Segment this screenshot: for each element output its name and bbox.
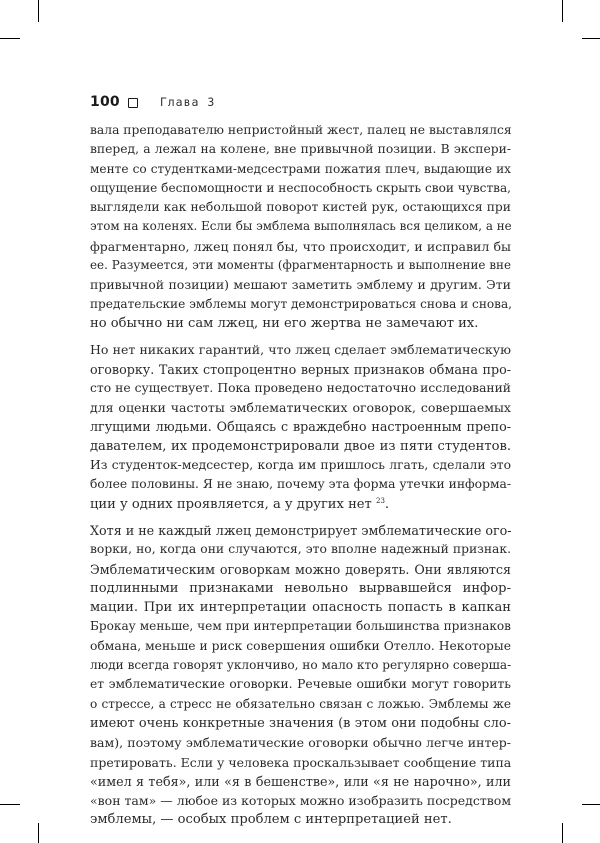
- text-line: Брокау меньше, чем при интерпретации большинства признаков: [90, 619, 511, 634]
- body-text: [90, 121, 511, 837]
- text-line: фрагментарно, лжец понял бы, что происходит, и исправил бы: [90, 238, 511, 254]
- text-line: вам), поэтому эмблематические оговорки обычно легче интер-: [90, 735, 511, 751]
- paragraph-3: [90, 521, 511, 830]
- text-line: лгущими людьми. Общаясь с враждебно настроенным препо-: [90, 419, 511, 435]
- page-number: 100: [90, 94, 120, 110]
- text-line: люди всегда говорят уклончиво, но мало кто регулярно соверша-: [90, 658, 512, 673]
- text-line: имеют очень конкретные значения (в этом они подобны сло-: [90, 715, 511, 731]
- paragraph-2: [90, 340, 511, 514]
- chapter-title: Глава 3: [159, 95, 216, 109]
- square-box-icon: [128, 98, 138, 108]
- text-line: ворки, но, когда они случаются, это вполне надежный признак.: [90, 542, 511, 557]
- sentence-end: .: [384, 496, 390, 512]
- text-line: оговорку. Таких стопроцентно верных признаков обмана про-: [90, 361, 511, 377]
- text-line: претировать. Если у человека проскальзывает сообщение типа: [90, 754, 512, 770]
- text-line: выглядели как небольшой поворот кистей рук, остающихся при: [90, 200, 511, 215]
- footnote-marker[interactable]: 23: [375, 496, 385, 505]
- text-line: сто не существует. Пока проведено недостаточно исследований: [90, 380, 511, 395]
- text-line: эмблемы, — особых проблем с интерпретацией нет.: [90, 812, 452, 828]
- text-line: менте со студентками-медсестрами пожатия плеч, выдающие их: [90, 161, 511, 176]
- text-line: более половины. Я не знаю, почему эта форма утечки информа-: [90, 477, 511, 492]
- text-line: Эмблематическим оговоркам можно доверять. Они являются: [90, 561, 511, 577]
- crop-mark-bottom-right-vertical: [562, 823, 563, 843]
- text-line: этом на коленях. Если бы эмблема выполнялась вся целиком, а не: [90, 219, 512, 234]
- crop-mark-top-right-vertical: [562, 0, 563, 22]
- text-line: вала преподавателю непристойный жест, палец не выставлялся: [90, 123, 512, 137]
- text-line: давателем, их продемонстрировали двое из пяти студентов.: [90, 438, 511, 454]
- running-header: [90, 92, 215, 112]
- text-line: вперед, а лежал на колене, вне привычной позиции. В экспери-: [90, 142, 511, 157]
- paragraph-1: [90, 121, 511, 333]
- crop-mark-bottom-left-vertical: [38, 823, 39, 843]
- text-line: Хотя и не каждый лжец демонстрирует эмблематические ого-: [90, 522, 512, 538]
- text-line: подлинными признаками невольно вырвавшейся инфор-: [90, 580, 511, 596]
- text-line: для оценки частоты эмблематических оговорок, совершаемых: [90, 400, 511, 416]
- text-line: «имел я тебя», или «я в бешенстве», или «я не нарочно», или: [90, 773, 511, 789]
- text-line: ет эмблематические оговорки. Речевые ошибки могут говорить: [90, 677, 511, 692]
- text-line: обмана, меньше и риск совершения ошибки Отелло. Некоторые: [90, 638, 511, 653]
- text-line: предательские эмблемы могут демонстрироваться снова и снова,: [90, 296, 513, 311]
- crop-mark-top-left-horizontal: [0, 38, 20, 39]
- text-line: но обычно ни сам лжец, ни его жертва не замечают их.: [90, 315, 479, 331]
- text-line-with-footnote: [90, 495, 511, 514]
- text-line: мации. При их интерпретации опасность попасть в капкан: [90, 600, 511, 616]
- text-line: ощущение беспомощности и неспособность скрыть свои чувства,: [90, 180, 511, 195]
- crop-mark-bottom-right-horizontal: [582, 804, 600, 805]
- text-line: ции у одних проявляется, а у других нет: [90, 496, 372, 512]
- crop-mark-bottom-left-horizontal: [0, 804, 20, 805]
- crop-mark-top-left-vertical: [38, 0, 39, 22]
- crop-mark-top-right-horizontal: [582, 38, 600, 39]
- text-line: ее. Разумеется, эти моменты (фрагментарность и выполнение вне: [90, 258, 511, 273]
- text-line: «вон там» — любое из которых можно изобразить посредством: [90, 793, 512, 809]
- text-line: привычной позиции) мешают заметить эмблему и другим. Эти: [90, 277, 511, 293]
- text-line: о стрессе, а стресс не обязательно связан с ложью. Эмблемы же: [90, 696, 511, 711]
- text-line: Из студенток-медсестер, когда им пришлось лгать, сделали это: [90, 458, 511, 473]
- text-line: Но нет никаких гарантий, что лжец сделает эмблематическую: [90, 342, 511, 358]
